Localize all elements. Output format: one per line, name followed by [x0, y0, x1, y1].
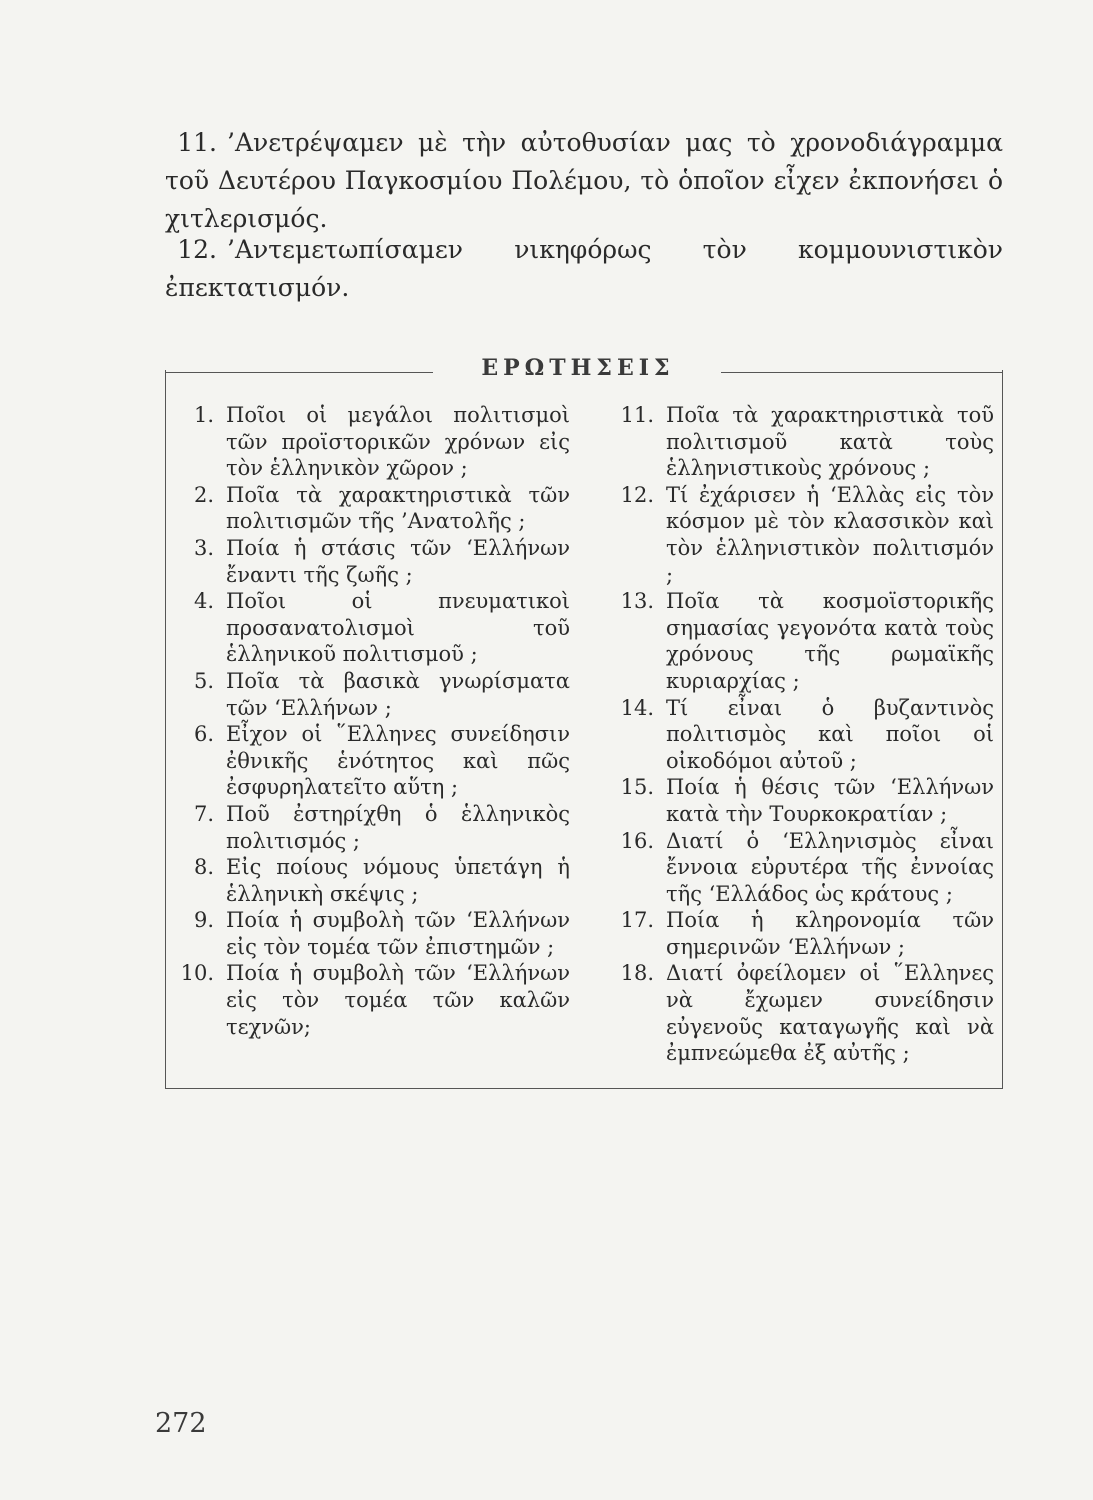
question-item: [170, 402, 570, 482]
header-rule-right: [721, 372, 1003, 373]
header-rule-left: [165, 372, 433, 373]
question-text: Εἰς ποίους νόμους ὑπετάγη ἡ ἑλληνικὴ σκέψις ;: [226, 855, 570, 906]
intro-item-text: ’Αντεμετωπίσαμεν νικηφόρως τὸν κομμουνιστικὸν ἐπεκτατισμόν.: [165, 235, 1003, 302]
question-number: 9.: [193, 908, 214, 933]
question-number: 15.: [620, 775, 654, 800]
questions-right-column: [610, 402, 994, 1067]
question-number: 16.: [620, 828, 654, 853]
question-number: 12.: [620, 482, 654, 507]
question-item: [610, 402, 994, 482]
question-number: 5.: [193, 668, 214, 693]
question-text: Διατί ὀφείλομεν οἱ ῞Ελληνες νὰ ἔχωμεν συνείδησιν εὐγενοῦς καταγωγῆς καὶ νὰ ἐμπνεώμεθα ἐξ αὐτῆς ;: [666, 961, 994, 1066]
question-number: 11.: [620, 403, 654, 427]
question-item: [610, 695, 994, 775]
question-text: Ποία ἡ συμβολὴ τῶν ‘Ελλήνων εἰς τὸν τομέα τῶν καλῶν τεχνῶν;: [226, 961, 570, 1039]
question-item: [170, 854, 570, 907]
question-number: 14.: [620, 695, 654, 720]
question-text: Ποία ἡ στάσις τῶν ‘Ελλήνων ἔναντι τῆς ζωῆς ;: [226, 535, 570, 587]
question-number: 13.: [620, 589, 654, 614]
question-number: 4.: [193, 589, 214, 614]
questions-title: ΕΡΩΤΗΣΕΙΣ: [481, 355, 675, 381]
question-number: 17.: [620, 908, 654, 933]
question-text: Ποῖοι οἱ πνευματικοὶ προσανατολισμοὶ τοῦ ἑλληνικοῦ πολιτισμοῦ ;: [226, 589, 570, 667]
question-item: [170, 588, 570, 668]
question-text: Ποῦ ἐστηρίχθη ὁ ἑλληνικὸς πολιτισμός ;: [226, 801, 570, 853]
intro-item-12: [165, 231, 1003, 307]
question-item: [170, 907, 570, 960]
page-number: 272: [155, 1408, 207, 1439]
question-item: [170, 535, 570, 588]
question-number: 3.: [193, 535, 214, 560]
question-text: Τί ἐχάρισεν ἡ ‘Ελλὰς εἰς τὸν κόσμον μὲ τὸν κλασσικὸν καὶ τὸν ἑλληνιστικὸν πολιτισμόν ;: [666, 482, 994, 587]
question-text: Ποία ἡ συμβολὴ τῶν ‘Ελλήνων εἰς τὸν τομέα τῶν ἐπιστημῶν ;: [226, 908, 570, 959]
question-number: 7.: [193, 801, 214, 826]
question-item: [170, 668, 570, 721]
intro-item-text: ’Ανετρέψαμεν μὲ τὴν αὐτοθυσίαν μας τὸ χρονοδιάγραμμα τοῦ Δευτέρου Παγκοσμίου Πολέμου, τὸ ὁποῖον εἶχεν ἐκπονήσει ὁ χιτλερισμός.: [165, 128, 1003, 233]
intro-item-11: [165, 124, 1003, 238]
question-item: [170, 721, 570, 801]
questions-left-column: [170, 402, 570, 1040]
question-text: Εἶχον οἱ ῞Ελληνες συνείδησιν ἐθνικῆς ἑνότητος καὶ πῶς ἐσφυρηλατεῖτο αὕτη ;: [226, 722, 570, 800]
question-number: 2.: [193, 482, 214, 507]
question-item: [610, 828, 994, 908]
intro-item-number: 12.: [177, 235, 217, 264]
question-number: 10.: [180, 961, 214, 986]
question-number: 6.: [193, 722, 214, 747]
question-text: Ποῖα τὰ χαρακτηριστικὰ τῶν πολιτισμῶν τῆς ’Ανατολῆς ;: [226, 482, 570, 534]
question-item: [170, 482, 570, 535]
question-text: Ποῖα τὰ κοσμοϊστορικῆς σημασίας γεγονότα κατὰ τοὺς χρόνους τῆς ρωμαϊκῆς κυριαρχίας ;: [666, 589, 994, 693]
question-text: Ποῖα τὰ χαρακτηριστικὰ τοῦ πολιτισμοῦ κατὰ τοὺς ἑλληνιστικοὺς χρόνους ;: [666, 403, 994, 481]
question-text: Ποῖα τὰ βασικὰ γνωρίσματα τῶν ‘Ελλήνων ;: [226, 668, 570, 720]
question-number: 1.: [193, 403, 214, 427]
question-item: [610, 482, 994, 588]
question-text: Ποία ἡ κληρονομία τῶν σημερινῶν ‘Ελλήνων ;: [666, 908, 994, 959]
question-number: 8.: [193, 855, 214, 880]
question-text: Ποία ἡ θέσις τῶν ‘Ελλήνων κατὰ τὴν Τουρκοκρατίαν ;: [666, 775, 994, 826]
question-number: 18.: [620, 961, 654, 986]
intro-item-number: 11.: [177, 128, 217, 157]
question-item: [170, 801, 570, 854]
question-text: Διατί ὁ ‘Ελληνισμὸς εἶναι ἔννοια εὐρυτέρα τῆς ἐννοίας τῆς ‘Ελλάδος ὡς κράτους ;: [666, 828, 994, 906]
question-item: [610, 774, 994, 827]
question-item: [170, 960, 570, 1040]
question-item: [610, 960, 994, 1066]
questions-header: [165, 355, 1003, 402]
question-text: Ποῖοι οἱ μεγάλοι πολιτισμοὶ τῶν προϊστορικῶν χρόνων εἰς τὸν ἑλληνικὸν χῶρον ;: [226, 403, 570, 481]
question-item: [610, 907, 994, 960]
question-item: [610, 588, 994, 694]
question-text: Τί εἶναι ὁ βυζαντινὸς πολιτισμὸς καὶ ποῖοι οἱ οἰκοδόμοι αὐτοῦ ;: [666, 695, 994, 773]
